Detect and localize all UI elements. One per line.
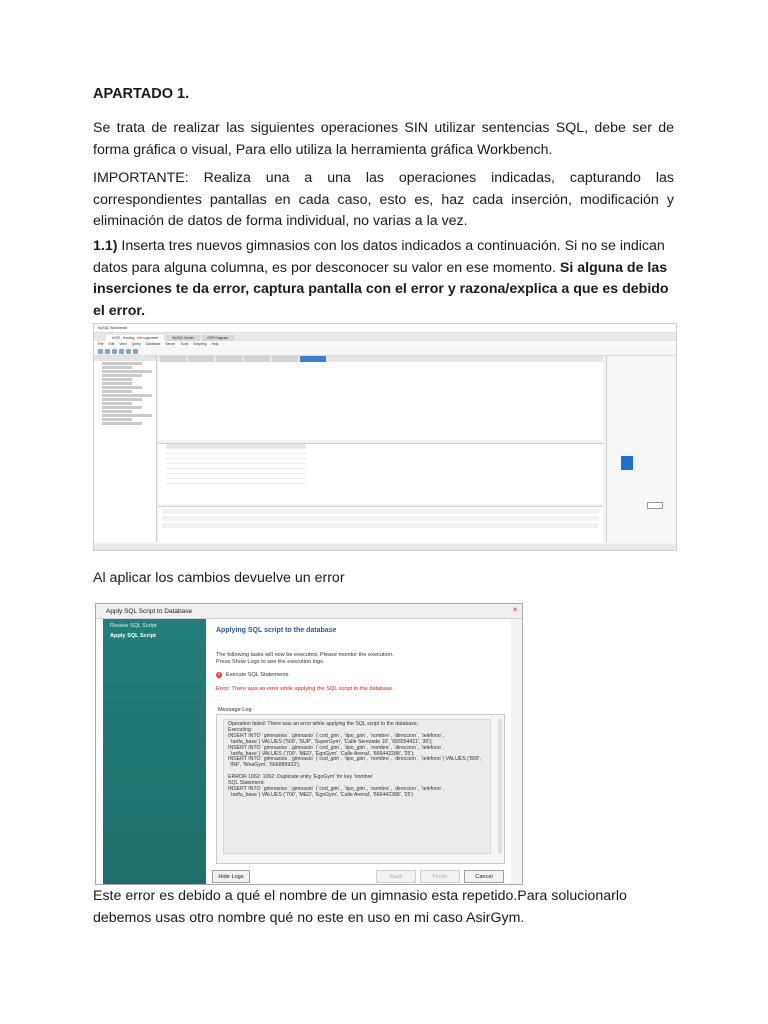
menu-item: Query bbox=[131, 342, 141, 346]
menu-item: View bbox=[119, 342, 127, 346]
dialog-title: Apply SQL Script to Database bbox=[106, 607, 193, 615]
exercise-paragraph bbox=[93, 236, 674, 322]
apply-button bbox=[647, 502, 663, 509]
message-log-group bbox=[216, 714, 505, 864]
exercise-bold-text: Si alguna de las inserciones te da error, captura pantalla con el error y razona/explica a que es debido el error. bbox=[93, 259, 669, 319]
intro-paragraph: Se trata de realizar las siguientes operaciones SIN utilizar sentencias SQL, debe ser de forma gráfica o visual, Para ello utiliza la herramienta gráfica Workbench. bbox=[93, 120, 674, 158]
menu-item: Scripting bbox=[193, 342, 207, 346]
workbench-tabs bbox=[94, 333, 676, 341]
dialog-main bbox=[206, 619, 511, 884]
result-grid-icon bbox=[621, 456, 633, 470]
dialog-titlebar bbox=[96, 604, 522, 619]
log-scrollbar[interactable] bbox=[498, 719, 502, 854]
description-line: The following tasks will now be executed. Please monitor the execution. bbox=[216, 652, 394, 658]
section-heading: APARTADO 1. bbox=[93, 86, 190, 102]
important-paragraph: IMPORTANTE: Realiza una a una las operaciones indicadas, capturando las correspondientes pantallas en cada caso, esto es, haz cada inserción, modificación y eliminación de datos de forma individual, no varias a la vez. bbox=[93, 170, 674, 229]
conclusion-paragraph: Este error es debido a qué el nombre de un gimnasio esta repetido.Para solucionarlo debemos usas otro nombre qué no este en uso en mi caso AsirGym. bbox=[93, 888, 627, 926]
menu-item: Server bbox=[165, 342, 176, 346]
workbench-tab: EER Diagram bbox=[202, 335, 235, 341]
description-line: Press Show Logs to see the execution logs. bbox=[216, 658, 325, 665]
message-log[interactable]: Operation failed: There was an error while applying the SQL script to the database. Executing: INSERT INTO `gimnasios`.`gimnasio` (`cod_gim`, `tipo_gim`, `nombre`, `direccion`, `telefono`, `tarifa_base`) VALUES ('500', 'SUP', 'SuperGym', 'Calle Serezade 10', '666554411', '30'); INSERT INTO `gimnasios`.`gimnasio` (`cod_gim`, `tipo_gim`, `nombre`, `direccion`, `telefono`, `tarifa_base`) VALUES ('700', 'MED', 'EgoGym', 'Calle Arenal', '666442288', '25'); INSERT INTO `gimnasios`.`gimnasio` (`cod_gim`, `tipo_gim`, `nombre`, `direccion`, `telefono`) VALUES ('800', 'INF', 'WeaGym', '666889933'); ERROR 1062: 1062: Duplicate entry 'EgoGym' for key 'nombre' SQL Statement: INSERT INTO `gimnasios`.`gimnasio` (`cod_gim`, `tipo_gim`, `nombre`, `direccion`, `telefono`, `tarifa_base`) VALUES ('700', 'MED', 'EgoGym', 'Calle Arenal', '666442288', '25') bbox=[223, 719, 491, 854]
menu-item: Edit bbox=[108, 342, 115, 346]
workbench-tab: ASIR - Hosting - not supported bbox=[106, 335, 164, 341]
toolbar-icon bbox=[133, 349, 138, 354]
dialog-header: Applying SQL script to the database bbox=[216, 627, 337, 634]
exercise-number: 1.1) bbox=[93, 238, 118, 254]
step-apply: Apply SQL Script bbox=[110, 633, 156, 639]
toolbar-icon bbox=[119, 349, 124, 354]
task-label: Execute SQL Statements bbox=[226, 672, 289, 678]
toolbar-icon bbox=[98, 349, 103, 354]
result-grid bbox=[158, 443, 603, 504]
wizard-steps bbox=[103, 619, 206, 884]
apply-sql-dialog bbox=[95, 603, 523, 885]
workbench-title: MySQL Workbench bbox=[98, 326, 128, 330]
menu-item: Help bbox=[211, 342, 219, 346]
cancel-button[interactable]: Cancel bbox=[464, 870, 504, 883]
menu-item: Database bbox=[145, 342, 161, 346]
task-item bbox=[216, 672, 289, 678]
back-button[interactable]: Back bbox=[376, 870, 416, 883]
step-review: Review SQL Script bbox=[110, 623, 157, 629]
workbench-screenshot bbox=[93, 323, 677, 551]
error-message: Error: There was an error while applying the SQL script to the database. bbox=[216, 686, 394, 692]
caption-error: Al aplicar los cambios devuelve un error bbox=[93, 570, 345, 586]
output-panel bbox=[158, 506, 603, 543]
workbench-tab: MySQL Model bbox=[166, 335, 199, 341]
message-log-title: Message Log bbox=[218, 707, 252, 713]
menu-item: File bbox=[98, 342, 104, 346]
result-side-panel bbox=[606, 356, 677, 542]
toolbar-icon bbox=[126, 349, 131, 354]
workbench-toolbar bbox=[94, 347, 676, 356]
dialog-description bbox=[216, 652, 394, 665]
menu-item: Tools bbox=[180, 342, 189, 346]
query-editor bbox=[158, 356, 603, 440]
navigator-panel bbox=[94, 356, 157, 542]
workbench-titlebar bbox=[94, 324, 676, 333]
finish-button[interactable]: Finish bbox=[420, 870, 460, 883]
hide-logs-button[interactable]: Hide Logs bbox=[212, 870, 250, 883]
exercise-text: Inserta tres nuevos gimnasios con los datos indicados a continuación. Si no se indican datos para alguna columna, es por desconocer su valor en ese momento. bbox=[93, 238, 665, 276]
toolbar-icon bbox=[105, 349, 110, 354]
dialog-right-edge bbox=[511, 619, 522, 884]
close-icon[interactable]: ✕ bbox=[512, 607, 518, 614]
error-icon: ✕ bbox=[217, 672, 221, 677]
status-bar bbox=[94, 544, 676, 550]
toolbar-icon bbox=[112, 349, 117, 354]
